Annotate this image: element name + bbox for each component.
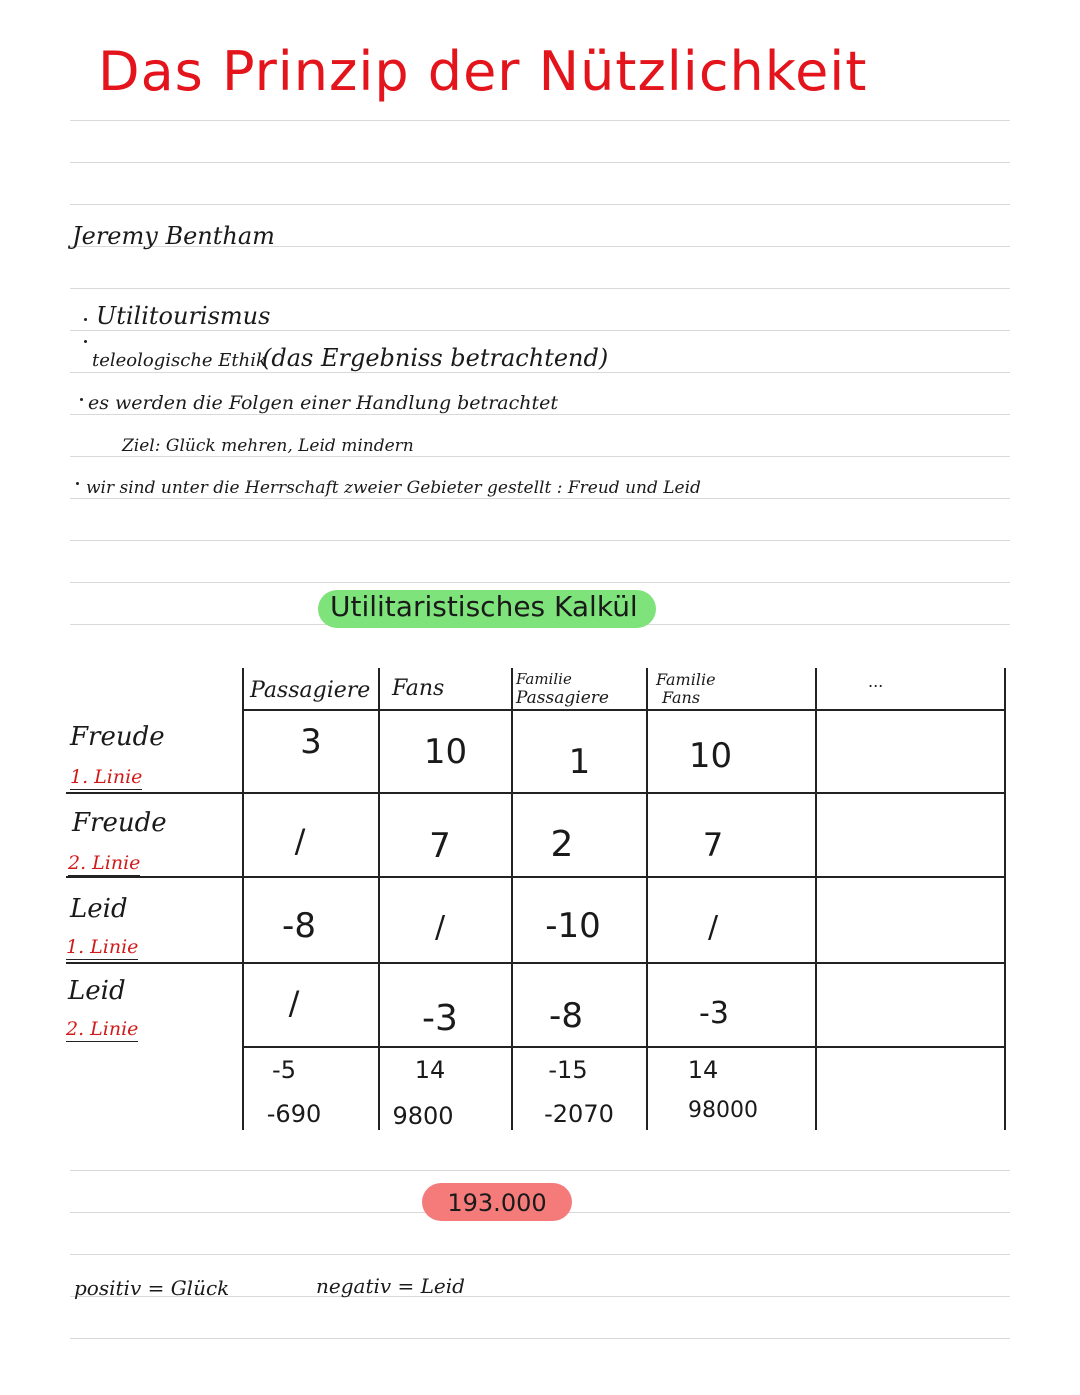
bullet-dot [76, 482, 79, 485]
bullet-dot [84, 340, 87, 343]
note-teleologische-ethik: teleologische Ethik [92, 350, 267, 371]
cell-value: -10 [545, 906, 601, 946]
cell-value: / [294, 822, 306, 860]
cell-value: 2 [550, 824, 574, 865]
row-sub-freude-1: 1. Linie [70, 766, 143, 788]
row-label-leid-1: Leid [70, 894, 128, 924]
bullet-dot [84, 318, 87, 321]
cell-value: 10 [688, 736, 733, 776]
header-fans: Fans [392, 676, 445, 701]
product-value: 9800 [392, 1102, 454, 1130]
header-passagiere: Passagiere [250, 678, 371, 703]
author-name: Jeremy Bentham [72, 222, 275, 250]
note-utilitarismus: Utilitourismus [96, 302, 271, 330]
cell-value: / [434, 910, 446, 945]
sum-value: 14 [414, 1056, 446, 1084]
note-folgen: es werden die Folgen einer Handlung betrachtet [88, 392, 558, 414]
cell-value: 7 [702, 826, 724, 864]
row-label-freude-1: Freude [70, 722, 165, 752]
note-herrschaft: wir sind unter die Herrschaft zweier Gebieter gestellt : Freud und Leid [86, 478, 701, 498]
legend-positive: positiv = Glück [74, 1276, 230, 1300]
calc-title: Utilitaristisches Kalkül [330, 590, 638, 623]
row-sub-leid-1: 1. Linie [66, 936, 139, 958]
legend-negative: negativ = Leid [316, 1274, 465, 1298]
cell-value: -8 [549, 996, 583, 1036]
cell-value: / [707, 910, 719, 945]
row-sub-freude-2: 2. Linie [68, 852, 141, 874]
note-ergebnis: (das Ergebniss betrachtend) [262, 344, 609, 372]
header-familie-2: Familie [656, 670, 716, 689]
cell-value: / [288, 984, 300, 1022]
cell-value: 3 [300, 722, 322, 762]
page-title: Das Prinzip der Nützlichkeit [98, 40, 868, 103]
product-value: -690 [266, 1100, 322, 1128]
row-sub-leid-2: 2. Linie [66, 1018, 139, 1040]
note-ziel: Ziel: Glück mehren, Leid mindern [122, 436, 414, 456]
row-label-leid-2: Leid [68, 976, 126, 1006]
cell-value: -8 [282, 906, 316, 946]
sum-value: -15 [548, 1056, 588, 1084]
cell-value: 1 [568, 742, 591, 782]
cell-value: 7 [429, 826, 451, 866]
cell-value: 10 [423, 732, 468, 772]
header-fans-2: Fans [662, 688, 701, 707]
product-value: -2070 [544, 1100, 614, 1128]
header-familie-passagiere: Passagiere [516, 688, 609, 708]
cell-value: -3 [422, 998, 458, 1039]
header-more: ... [868, 672, 884, 691]
bullet-dot [80, 398, 83, 401]
sum-value: 14 [687, 1056, 719, 1084]
total-value: 193.000 [447, 1189, 547, 1217]
header-familie: Familie [516, 670, 572, 688]
product-value: 98000 [688, 1098, 758, 1123]
sum-value: -5 [272, 1056, 296, 1084]
cell-value: -3 [699, 996, 729, 1031]
row-label-freude-2: Freude [72, 808, 167, 838]
